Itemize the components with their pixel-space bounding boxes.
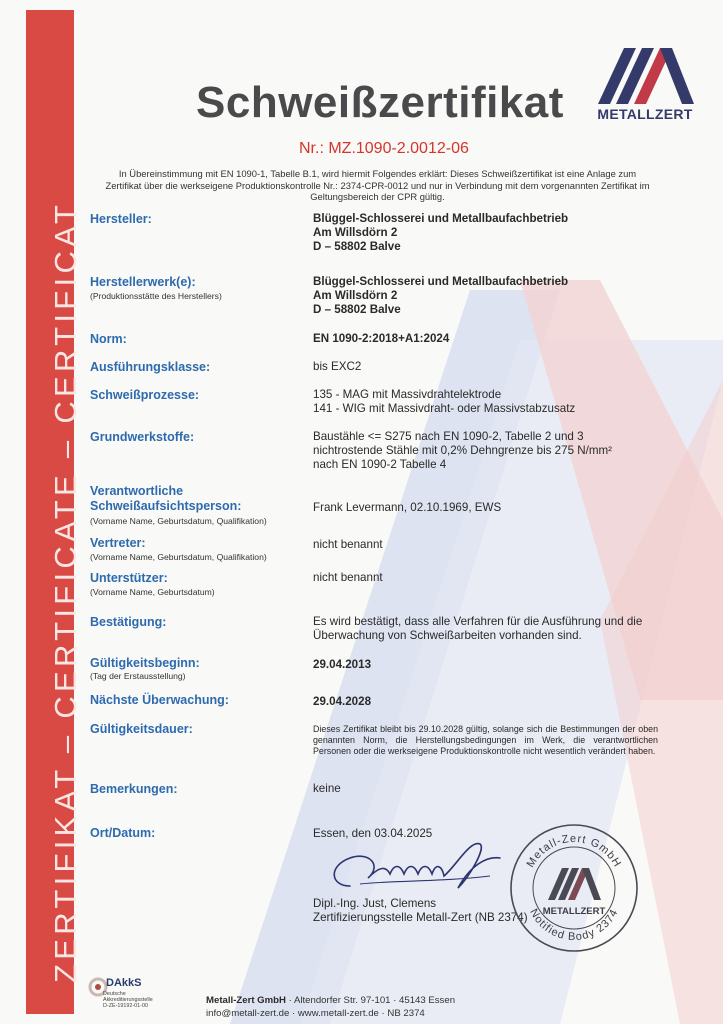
signature-icon [320, 836, 510, 894]
herstellerwerk-line-3: D – 58802 Balve [313, 303, 401, 316]
grundwerkstoffe-label: Grundwerkstoffe: [90, 430, 195, 444]
official-stamp-icon [508, 822, 640, 954]
hersteller-line-2: Am Willsdörn 2 [313, 226, 398, 239]
signer-name: Dipl.-Ing. Just, Clemens [313, 897, 437, 910]
dakks-sub-line-3: D-ZE-19192-01-00 [103, 1003, 148, 1010]
side-strip-text: ZERTIFIKAT – CERTIFICATE – CERTIFICAT [48, 200, 83, 983]
certificate-number: Nr.: MZ.1090-2.0012-06 [299, 140, 469, 157]
vertreter-label: Vertreter: [90, 536, 146, 550]
footer-address-text: · Altendorfer Str. 97-101 · 45143 Essen [285, 995, 456, 1006]
stamp-bottom-text: Notified Body 2374 [527, 906, 621, 944]
footer-line-1 [206, 994, 455, 1007]
naechste-ueberwachung-value: 29.04.2028 [313, 695, 372, 708]
gueltigkeitsbeginn-sub: (Tag der Erstausstellung) [90, 671, 186, 681]
dakks-sub [103, 991, 153, 1010]
dakks-label: DAkkS [106, 977, 142, 989]
hersteller-line-1: Blüggel-Schlosserei und Metallbaufachbetrieb [313, 212, 569, 225]
unterstuetzer-label: Unterstützer: [90, 571, 168, 585]
norm-value: EN 1090-2:2018+A1:2024 [313, 332, 450, 345]
svg-text:Metall-Zert GmbH [525, 833, 624, 870]
footer-line-2[interactable]: info@metall-zert.de · www.metall-zert.de · NB 2374 [206, 1008, 425, 1019]
hersteller-label: Hersteller: [90, 212, 152, 226]
bestaetigung-label: Bestätigung: [90, 615, 167, 629]
vertreter-sub: (Vorname Name, Geburtsdatum, Qualifikation) [90, 552, 267, 562]
aufsicht-label-1: Verantwortliche [90, 484, 184, 498]
norm-label: Norm: [90, 332, 127, 346]
dakks-sub-line-1: Deutsche [103, 991, 126, 997]
vertreter-value: nicht benannt [313, 538, 383, 551]
schweissprozess-1: 135 - MAG mit Massivdrahtelektrode [313, 388, 502, 401]
aufsicht-sub: (Vorname Name, Geburtsdatum, Qualifikation) [90, 516, 267, 526]
herstellerwerk-sub: (Produktionsstätte des Herstellers) [90, 291, 222, 301]
schweissprozesse-label: Schweißprozesse: [90, 388, 200, 402]
gueltigkeitsbeginn-value: 29.04.2013 [313, 658, 372, 671]
herstellerwerk-line-1: Blüggel-Schlosserei und Metallbaufachbetrieb [313, 275, 569, 288]
footer-address [206, 994, 455, 1020]
page-title: Schweißzertifikat [196, 78, 564, 127]
naechste-ueberwachung-label: Nächste Überwachung: [90, 693, 229, 707]
gueltigkeitsdauer-value: Dieses Zertifikat bleibt bis 29.10.2028 gültig, solange sich die Bestimmungen der oben genannten Norm, die Herstellungsbedingungen im Werk, die verantwortlichen Personen oder die werkseigene Produktionskontrolle nicht wesentlich verändert haben. [313, 724, 658, 756]
bemerkungen-label: Bemerkungen: [90, 782, 178, 796]
ort-datum-value: Essen, den 03.04.2025 [313, 827, 433, 840]
ausfuehrungsklasse-value: bis EXC2 [313, 360, 362, 373]
signer-organisation: Zertifizierungsstelle Metall-Zert (NB 2374) [313, 911, 528, 924]
schweissprozess-2: 141 - WIG mit Massivdraht- oder Massivstabzusatz [313, 402, 576, 415]
herstellerwerk-line-2: Am Willsdörn 2 [313, 289, 398, 302]
bestaetigung-line-2: Überwachung von Schweißarbeiten vorhanden sind. [313, 629, 582, 642]
hersteller-line-3: D – 58802 Balve [313, 240, 401, 253]
grundwerkstoff-line-2: nichtrostende Stähle mit 0,2% Dehngrenze bis 275 N/mm² [313, 444, 613, 457]
stamp-top-text: Metall-Zert GmbH [524, 832, 624, 870]
gueltigkeitsdauer-label: Gültigkeitsdauer: [90, 722, 193, 736]
stamp-center-text: METALLZERT [542, 906, 606, 917]
herstellerwerk-label: Herstellerwerk(e): [90, 275, 196, 289]
bemerkungen-value: keine [313, 782, 341, 795]
unterstuetzer-value: nicht benannt [313, 571, 383, 584]
grundwerkstoff-line-3: nach EN 1090-2 Tabelle 4 [313, 458, 447, 471]
unterstuetzer-sub: (Vorname Name, Geburtsdatum) [90, 587, 215, 597]
aufsicht-value: Frank Levermann, 02.10.1969, EWS [313, 501, 502, 514]
logo-wordmark: METALLZERT [597, 106, 693, 122]
ort-datum-label: Ort/Datum: [90, 826, 156, 840]
grundwerkstoff-line-1: Baustähle <= S275 nach EN 1090-2, Tabelle 2 und 3 [313, 430, 584, 443]
footer-company: Metall-Zert GmbH [206, 995, 286, 1006]
dakks-sub-line-2: Akkreditierungsstelle [103, 997, 153, 1004]
intro-text: In Übereinstimmung mit EN 1090-1, Tabelle B.1, wird hiermit Folgendes erklärt: Dieses Schweißzertifikat ist eine Anlage zum Zertifikat über die werkseigene Produktionskontrolle Nr.: 2374-CPR-0012 und nur in Verbindung mit dem vorgenannten Zertifikat im Geltungsbereich der CPR gültig. [105, 168, 650, 202]
bestaetigung-line-1: Es wird bestätigt, dass alle Verfahren für die Ausführung und die [313, 615, 643, 628]
gueltigkeitsbeginn-label: Gültigkeitsbeginn: [90, 656, 200, 670]
aufsicht-label-2: Schweißaufsichtsperson: [90, 499, 242, 513]
ausfuehrungsklasse-label: Ausführungsklasse: [90, 360, 211, 374]
